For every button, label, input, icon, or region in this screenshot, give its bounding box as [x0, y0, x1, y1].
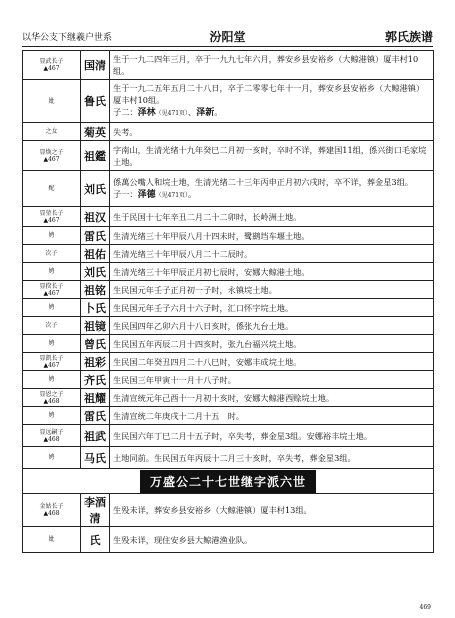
person-name: 李酒清	[81, 494, 110, 527]
table-row	[23, 123, 434, 141]
biography-cell	[110, 263, 434, 281]
relation-cell	[23, 245, 81, 263]
biography-text: 生民国三年甲寅十一月十八子时。	[113, 374, 236, 385]
person-name: 刘氏	[81, 171, 110, 207]
table-row	[23, 407, 434, 425]
children-label: 子二：	[113, 107, 138, 117]
biography-text: 失考。	[113, 126, 138, 137]
children-label: 子一：	[113, 188, 138, 199]
biography-cell	[110, 389, 434, 407]
period: 。	[188, 188, 197, 199]
relation-cell	[23, 171, 81, 207]
page-reference: ▲467	[43, 361, 60, 369]
relation-label: 娉	[48, 376, 55, 383]
biography-text: 生殁未详，葬安乡县安裕乡（大鲸港镇）厦丰村13组。	[113, 505, 312, 515]
biography-text: 生民国元年壬子正月初一子时，永镇垸土地。	[113, 284, 277, 295]
relation-label: 显武长子	[39, 58, 64, 65]
relation-label: 显凯长子	[39, 354, 64, 362]
biography-cell	[110, 123, 434, 141]
relation-cell	[23, 527, 81, 553]
children-line	[113, 106, 430, 120]
biography-cell	[110, 527, 434, 553]
biography-cell	[110, 447, 434, 469]
person-name: 齐氏	[81, 371, 110, 389]
biography-text: 係萬公嘴人和垸土地，生清光绪二十三年丙申正月初六戌时，卒不详，葬金星3组。	[113, 176, 413, 187]
relation-cell	[23, 281, 81, 299]
relation-label: 次子	[45, 322, 58, 329]
person-name: 祖镜	[81, 317, 110, 335]
biography-cell	[110, 353, 434, 371]
biography-cell	[110, 407, 434, 425]
relation-label: 金姑长子	[39, 503, 64, 510]
relation-label: 显远嗣子	[39, 428, 64, 436]
table-row	[23, 207, 434, 227]
section-banner-cell	[23, 469, 434, 494]
relation-cell	[23, 389, 81, 407]
biography-text: 生于一九二四年三月，卒于一九九七年六月，葬安乡县安裕乡（大鲸港镇）厦丰村10组。	[113, 54, 419, 76]
table-row	[23, 425, 434, 447]
table-row	[23, 447, 434, 469]
person-name: 曾氏	[81, 335, 110, 353]
biography-cell	[110, 141, 434, 171]
table-row	[23, 353, 434, 371]
child-name: 泽德	[137, 189, 156, 200]
person-name: 刘氏	[81, 263, 110, 281]
biography-text: 土地同前。生民国五年丙辰十二月三十亥时，卒失考，葬金星3组。	[113, 452, 356, 463]
header-lineage-label: 以华公支下继羲户世系	[22, 33, 113, 43]
table-row	[23, 317, 434, 335]
table-row	[23, 389, 434, 407]
relation-label: 妣	[48, 536, 55, 543]
relation-label: 妣	[48, 97, 55, 105]
relation-label: 之女	[45, 128, 58, 135]
biography-cell	[110, 227, 434, 245]
relation-cell	[23, 494, 81, 527]
table-row	[23, 245, 434, 263]
biography-cell	[110, 494, 434, 527]
page-reference: ▲467	[43, 289, 60, 297]
biography-cell	[110, 281, 434, 299]
biography-cell	[110, 245, 434, 263]
biography-cell	[110, 207, 434, 227]
section-banner-row	[23, 469, 434, 494]
relation-label: 显恩之子	[39, 390, 64, 398]
child-name: 泽新	[196, 108, 215, 118]
person-name: 祖鑑	[81, 141, 110, 171]
biography-text: 字南山，生清光绪十九年癸巳二月初一亥时，卒时不详，葬建国11组，係兴街口毛家垸土地。	[113, 144, 427, 167]
relation-cell	[23, 263, 81, 281]
relation-cell	[23, 299, 81, 317]
relation-cell	[23, 353, 81, 371]
relation-cell	[23, 371, 81, 389]
relation-cell	[23, 425, 81, 447]
relation-label: 娉	[48, 412, 55, 419]
page-reference: ▲468	[43, 510, 60, 517]
biography-text: 生民国四年乙卯六月十八日亥时，係张九台土地。	[113, 320, 294, 331]
genealogy-table	[22, 50, 434, 553]
biography-text: 生殁未详，现住安乡县大鲸港渔业队。	[113, 534, 253, 545]
page-reference: ▲468	[43, 397, 60, 405]
person-name: 鲁氏	[81, 80, 110, 123]
person-name: 祖武	[81, 425, 110, 447]
separator: 、	[188, 107, 197, 117]
relation-label: 娉	[48, 340, 55, 347]
child-page-ref: （见471页）	[155, 191, 189, 199]
table-row	[23, 263, 434, 281]
person-name: 马氏	[81, 447, 110, 469]
relation-cell	[23, 227, 81, 245]
biography-cell	[110, 51, 434, 80]
relation-label: 次子	[45, 250, 58, 257]
table-row	[23, 299, 434, 317]
biography-text: 生民国六年丁巳二月十五子时，卒失考，葬金星3组。安娜裕丰垸土地。	[113, 430, 373, 441]
relation-label: 显焕之子	[39, 148, 64, 156]
person-name: 卜氏	[81, 299, 110, 317]
biography-cell	[110, 371, 434, 389]
page-number: 469	[419, 604, 431, 611]
person-name: 祖汉	[81, 207, 110, 227]
person-name: 雷氏	[81, 227, 110, 245]
biography-cell	[110, 171, 434, 207]
biography-text: 生民国元年壬子六月十六子时，汇口怀字垸土地。	[113, 302, 294, 313]
relation-cell	[23, 335, 81, 353]
biography-text: 生于一九二五年五月二十八日，卒于二零零七年十一月，葬安乡县安裕乡（大鲸港镇）厦丰村10组。	[113, 83, 425, 105]
biography-text: 生清光绪三十年甲辰八月十四未时，鹭鹚垱车堰土地。	[113, 230, 310, 241]
relation-cell	[23, 141, 81, 171]
page-reference: ▲468	[43, 435, 60, 443]
relation-label: 娉	[48, 304, 55, 311]
page-reference: ▲467	[43, 65, 60, 72]
table-row	[23, 227, 434, 245]
person-name: 国清	[81, 51, 110, 80]
biography-text: 生于民国十七年辛丑二月二十二卯时，长岭洲土地。	[113, 211, 302, 222]
biography-text: 生清宣统二年庚戌十二月十五 时。	[113, 410, 245, 421]
section-banner: 万盛公二十七世继字派六世	[140, 470, 316, 493]
table-row	[23, 371, 434, 389]
person-name: 祖彩	[81, 353, 110, 371]
relation-label: 娉	[48, 454, 55, 461]
relation-cell	[23, 207, 81, 227]
person-name: 祖铭	[81, 281, 110, 299]
person-name: 祖佑	[81, 245, 110, 263]
table-row	[23, 80, 434, 123]
period: 。	[214, 107, 223, 117]
table-row	[23, 171, 434, 207]
relation-cell	[23, 407, 81, 425]
relation-cell	[23, 123, 81, 141]
table-row	[23, 141, 434, 171]
header-hall-name: 汾阳堂	[209, 30, 246, 44]
person-name: 雷氏	[81, 407, 110, 425]
child-page-ref: （见471页）	[155, 110, 189, 117]
child-name: 泽林	[137, 108, 156, 118]
header-book-title: 郭氏族谱	[384, 30, 433, 44]
biography-text: 生清宣统元年己酉十一月初十亥时，安娜大鲸港西赊垸土地。	[113, 392, 335, 403]
page-reference: ▲467	[43, 216, 60, 224]
biography-text: 生民国二年癸丑四月二十八巳时，安娜丰成垸土地。	[113, 356, 302, 367]
table-row	[23, 281, 434, 299]
biography-cell	[110, 80, 434, 123]
person-name: 菊英	[81, 123, 110, 141]
biography-text: 生清光绪三十年甲辰八月二十二辰时。	[113, 248, 253, 259]
relation-cell	[23, 317, 81, 335]
table-row	[23, 494, 434, 527]
page-reference: ▲467	[43, 155, 60, 163]
children-line	[113, 188, 430, 202]
header-rule	[22, 46, 433, 47]
relation-cell	[23, 80, 81, 123]
relation-label: 娉	[48, 268, 55, 275]
person-name: 氏	[81, 527, 110, 553]
table-row	[23, 335, 434, 353]
biography-cell	[110, 317, 434, 335]
relation-label: 显堃长子	[39, 209, 64, 217]
biography-text: 生民国五年丙辰二月十四亥时，张九台福兴垸土地。	[113, 338, 302, 349]
biography-text: 生清光绪三十年甲辰正月初七辰时，安娜大鲸港土地。	[113, 266, 310, 277]
person-name: 祖耀	[81, 389, 110, 407]
biography-cell	[110, 299, 434, 317]
table-row	[23, 527, 434, 553]
relation-label: 显揆长子	[39, 282, 64, 290]
relation-label: 娉	[48, 232, 55, 239]
biography-cell	[110, 335, 434, 353]
relation-cell	[23, 51, 81, 80]
relation-cell	[23, 447, 81, 469]
page-header	[22, 28, 433, 44]
table-row	[23, 51, 434, 80]
biography-cell	[110, 425, 434, 447]
relation-label: 配	[48, 185, 55, 192]
